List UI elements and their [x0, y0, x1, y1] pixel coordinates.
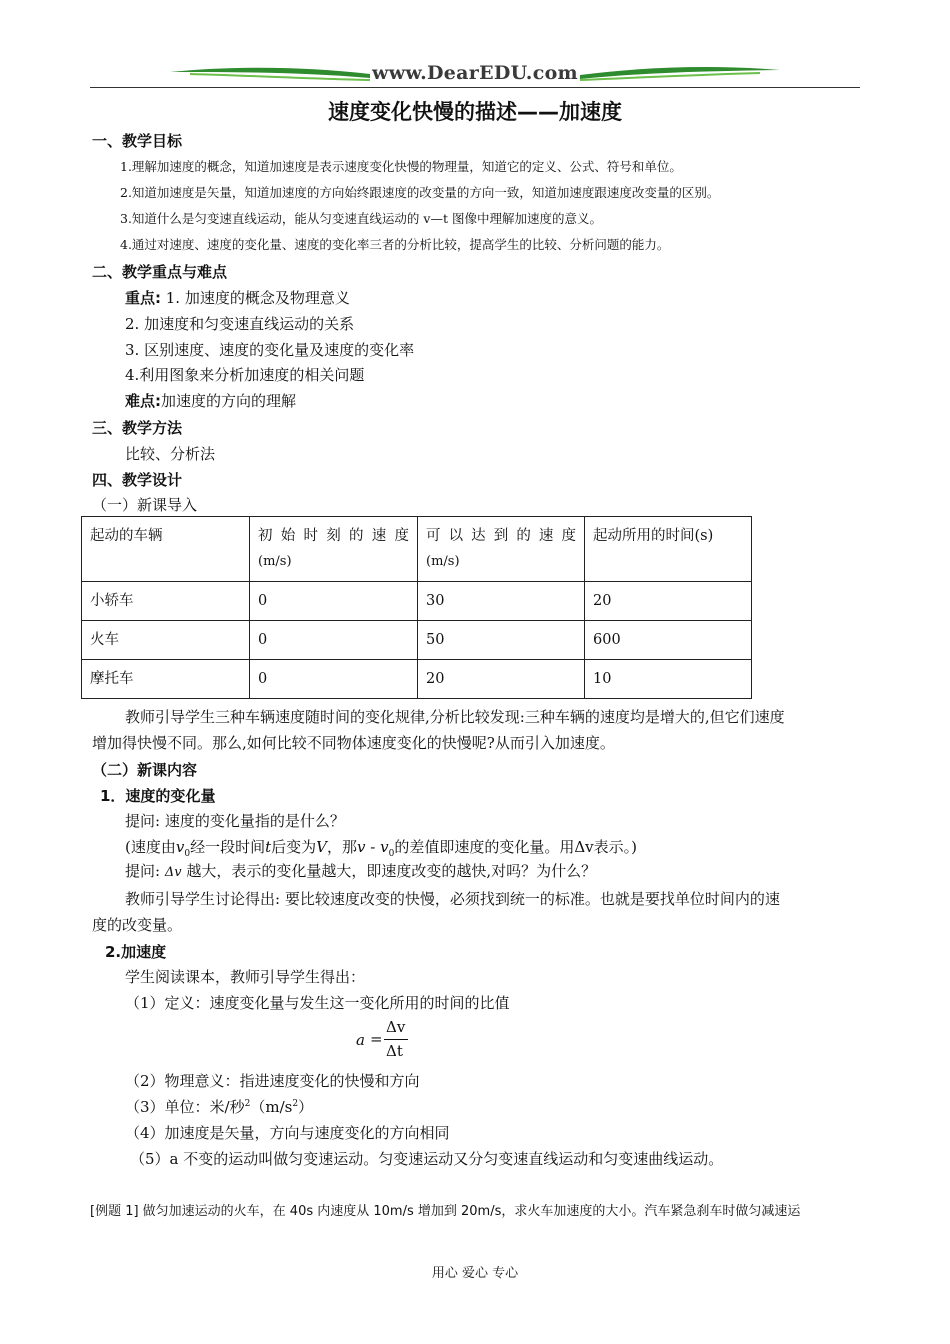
unit-line — [125, 1096, 313, 1117]
key-point-item: 2. 加速度和匀变速直线运动的关系 — [125, 315, 355, 333]
topic-heading: 2.加速度 — [105, 943, 167, 961]
superscript-two: 2 — [292, 1099, 299, 1109]
table-header-cell — [250, 517, 418, 582]
symbol-v: V — [316, 838, 327, 856]
formula-lhs: a — [356, 1031, 365, 1049]
header-unit: (m/s) — [426, 554, 460, 569]
question-text: 越大，表示的变化量越大，即速度改变的越快,对吗？为什么？ — [181, 862, 597, 880]
table-cell: 火车 — [82, 621, 250, 660]
difficulty-line — [125, 390, 296, 411]
table-cell: 0 — [250, 660, 418, 699]
unit-text: （m/s — [250, 1098, 293, 1116]
table-cell: 小轿车 — [82, 582, 250, 621]
table-header-cell — [418, 517, 585, 582]
question-line — [125, 860, 596, 881]
symbol-v: v — [380, 838, 389, 856]
acceleration-formula — [356, 1018, 416, 1062]
paragraph-line: 学生阅读课本，教师引导学生得出： — [125, 968, 366, 986]
symbol-t: t — [265, 838, 272, 856]
subsection-intro: （一）新课导入 — [92, 496, 198, 514]
subsection-heading: （二）新课内容 — [92, 761, 198, 779]
table-header-cell: 起动所用的时间(s) — [585, 517, 752, 582]
goal-item: 1.理解加速度的概念，知道加速度是表示速度变化快慢的物理量，知道它的定义、公式、符号和单位。 — [120, 159, 682, 174]
answer-text: 后变为 — [271, 838, 317, 856]
table-cell: 10 — [585, 660, 752, 699]
formula-denominator: Δt — [386, 1042, 403, 1060]
superscript-two: 2 — [244, 1099, 251, 1109]
definition-line: （1）定义：速度变化量与发生这一变化所用的时间的比值 — [125, 994, 510, 1012]
paragraph-line: 增加得快慢不同。那么,如何比较不同物体速度变化的快慢呢?从而引入加速度。 — [92, 734, 615, 752]
vehicle-table — [81, 516, 752, 699]
uniform-motion-line: （5）a 不变的运动叫做匀变速运动。匀变速运动又分匀变速直线运动和匀变速曲线运动。 — [130, 1150, 724, 1168]
subscript-zero: 0 — [184, 849, 191, 859]
topic-heading: 1．速度的变化量 — [100, 787, 216, 805]
table-cell: 50 — [418, 621, 585, 660]
page-footer: 用心 爱心 专心 — [431, 1266, 519, 1281]
goal-item: 3.知道什么是匀变速直线运动，能从匀变速直线运动的 v—t 图像中理解加速度的意义。 — [120, 211, 602, 226]
symbol-v: v — [357, 838, 366, 856]
method-text: 比较、分析法 — [125, 445, 216, 463]
section-heading-goals: 一、教学目标 — [92, 132, 183, 150]
vector-line: （4）加速度是矢量，方向与速度变化的方向相同 — [125, 1124, 450, 1142]
table-cell: 20 — [585, 582, 752, 621]
table-row — [82, 621, 752, 660]
meaning-line: （2）物理意义：指进速度变化的快慢和方向 — [125, 1072, 420, 1090]
symbol-v: v — [175, 838, 185, 856]
answer-text: - — [365, 838, 381, 856]
unit-text: ） — [298, 1098, 314, 1116]
table-header-cell: 起动的车辆 — [82, 517, 250, 582]
question-prefix: 提问: — [125, 862, 165, 880]
table-header-row — [82, 517, 752, 582]
subscript-zero: 0 — [388, 849, 395, 859]
formula-numerator: Δv — [386, 1018, 406, 1036]
table-row — [82, 582, 752, 621]
table-cell: 30 — [418, 582, 585, 621]
key-point-first — [125, 287, 350, 308]
formula-equals: = — [370, 1030, 383, 1048]
table-cell: 0 — [250, 582, 418, 621]
table-cell: 20 — [418, 660, 585, 699]
key-label: 重点: — [125, 289, 161, 307]
goal-item: 4.通过对速度、速度的变化量、速度的变化率三者的分析比较，提高学生的比较、分析问题的能力。 — [120, 237, 670, 252]
header-label: 可以达到的速度 — [426, 528, 576, 544]
key-point-item: 3. 区别速度、速度的变化量及速度的变化率 — [125, 341, 415, 359]
answer-text: 表示。) — [593, 838, 637, 856]
page-title: 速度变化快慢的描述——加速度 — [328, 100, 622, 124]
answer-text: ，那 — [326, 838, 357, 856]
example-problem: [例题 1] 做匀加速运动的火车，在 40s 内速度从 10m/s 增加到 20m/s，求火车加速度的大小。汽车紧急刹车时做匀减速运 — [90, 1204, 801, 1219]
logo-text: www.DearEDU.com — [372, 62, 578, 84]
answer-text: (速度由 — [125, 838, 176, 856]
symbol-delta-v: Δv — [164, 865, 182, 880]
fraction-bar — [384, 1039, 408, 1040]
answer-text: 经一段时间 — [190, 838, 266, 856]
key-point-text: 1. 加速度的概念及物理意义 — [161, 289, 350, 307]
symbol-delta-v: Δv — [574, 838, 594, 856]
table-cell: 600 — [585, 621, 752, 660]
header-unit: (m/s) — [258, 554, 292, 569]
question-line: 提问: 速度的变化量指的是什么？ — [125, 812, 345, 830]
goal-item: 2.知道加速度是矢量，知道加速度的方向始终跟速度的改变量的方向一致，知道加速度跟速度改变量的区别。 — [120, 185, 720, 200]
paragraph-line: 教师引导学生讨论得出: 要比较速度改变的快慢，必须找到统一的标准。也就是要找单位时间内的速 — [125, 890, 780, 908]
table-cell: 摩托车 — [82, 660, 250, 699]
key-point-item: 4.利用图象来分析加速度的相关问题 — [125, 366, 365, 384]
header-rule — [90, 87, 860, 88]
paragraph-line: 度的改变量。 — [92, 916, 183, 934]
section-heading-key-points: 二、教学重点与难点 — [92, 263, 228, 281]
header-label: 初始时刻的速度 — [258, 528, 409, 544]
difficulty-text: 加速度的方向的理解 — [161, 392, 297, 410]
header-logo — [170, 62, 780, 86]
unit-text: （3）单位：米/秒 — [125, 1098, 245, 1116]
table-cell: 0 — [250, 621, 418, 660]
answer-text: 的差值即速度的变化量。用 — [394, 838, 575, 856]
paragraph-line: 教师引导学生三种车辆速度随时间的变化规律,分析比较发现:三种车辆的速度均是增大的,但它们速度 — [125, 708, 785, 726]
section-heading-method: 三、教学方法 — [92, 419, 183, 437]
difficulty-label: 难点: — [125, 392, 161, 410]
table-row — [82, 660, 752, 699]
section-heading-design: 四、教学设计 — [92, 471, 183, 489]
answer-line — [125, 836, 637, 859]
